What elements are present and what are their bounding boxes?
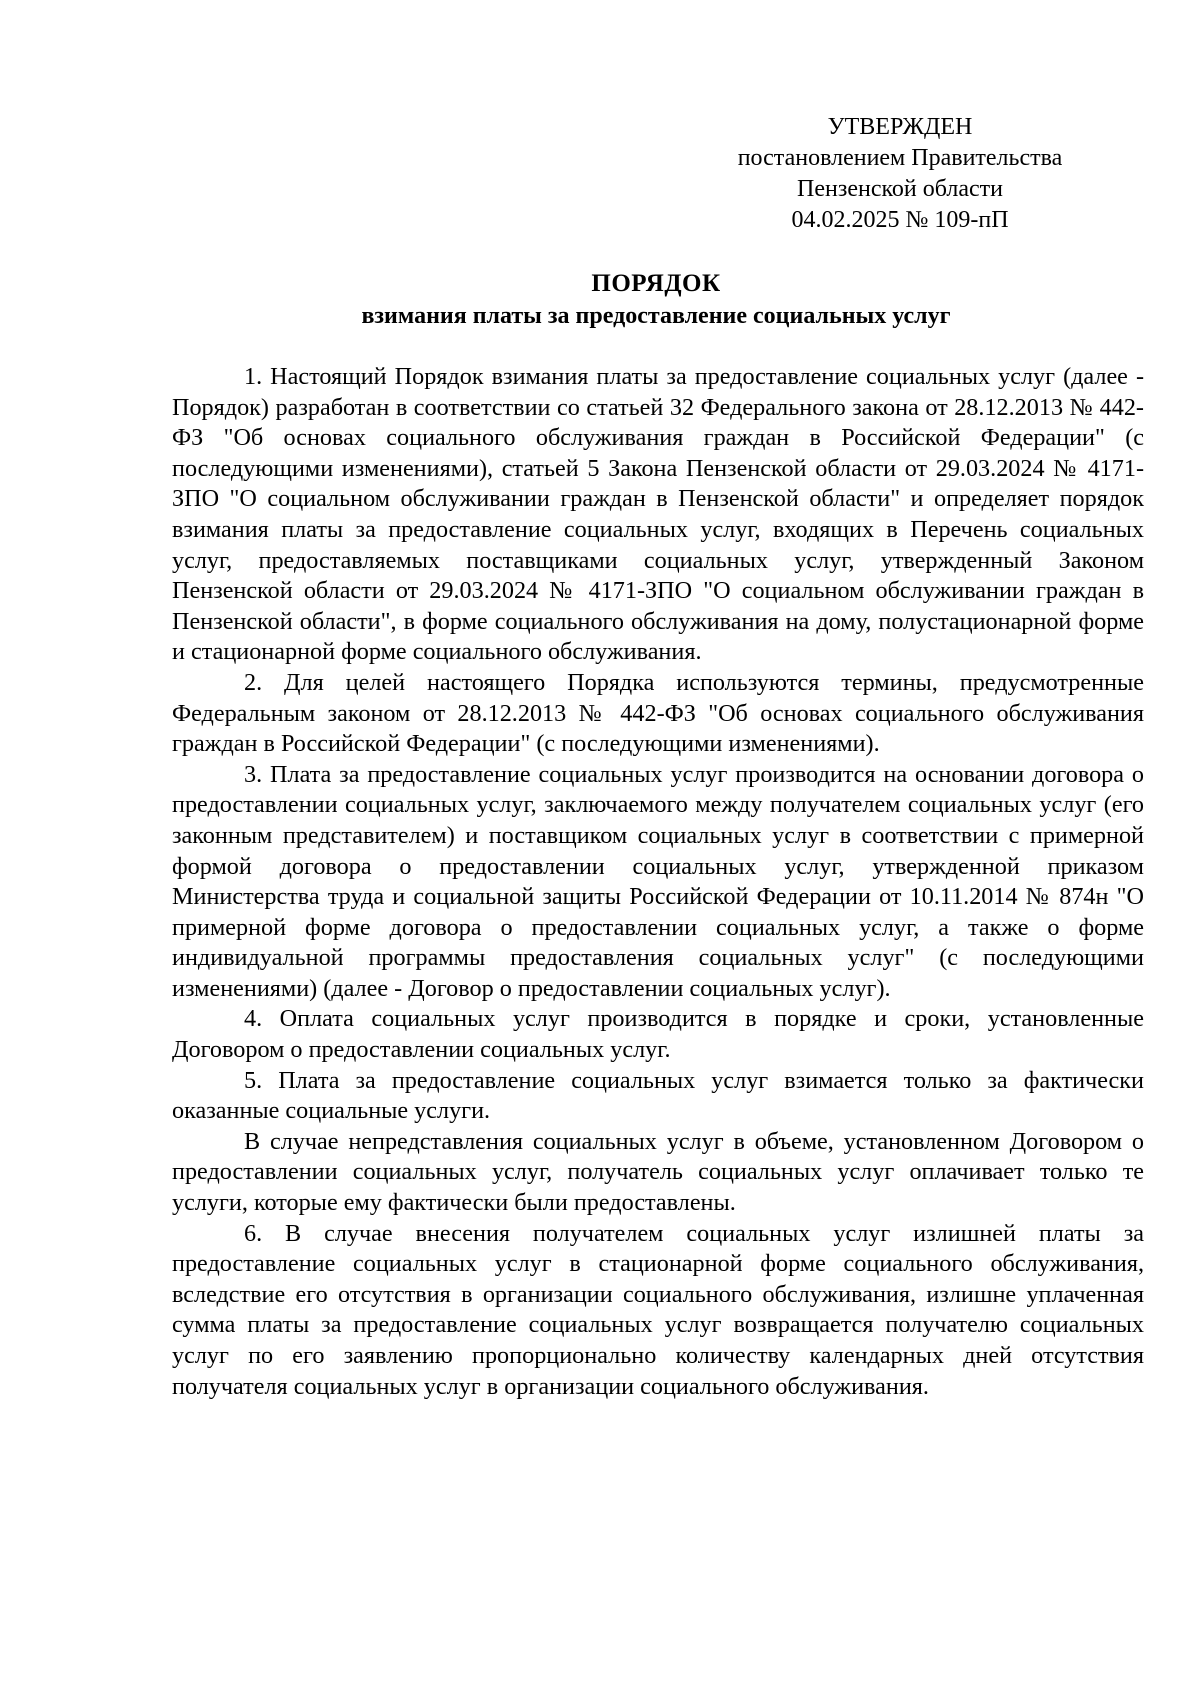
paragraph-4: 4. Оплата социальных услуг производится в порядке и сроки, установленные Договором о предоставлении социальных услуг. [172, 1005, 1144, 1064]
approval-region: Пензенской области [797, 176, 1003, 202]
approval-authority: постановлением Правительства [737, 145, 1063, 171]
approval-date-number: 04.02.2025 № 109-пП [791, 207, 1009, 233]
paragraph-2: 2. Для целей настоящего Порядка используются термины, предусмотренные Федеральным законом от 28.12.2013 № 442-ФЗ "Об основах социального обслуживания граждан в Российской Федерации" (с последующими изменениями). [172, 668, 1144, 758]
document-title: ПОРЯДОК [591, 270, 721, 297]
paragraph-6: 6. В случае внесения получателем социальных услуг излишней платы за предоставление социальных услуг в стационарной форме социального обслуживания, вследствие его отсутствия в организации социального обслуживания, излишне уплаченная сумма платы за предоставление социальных услуг возвращается получателю социальных услуг по его заявлению пропорционально количеству календарных дней отсутствия получателя социальных услуг в организации социального обслуживания. [172, 1219, 1144, 1400]
document-title-block [170, 268, 1142, 332]
document-body [172, 362, 1144, 1402]
approval-stamp-block [700, 112, 1100, 236]
approval-heading: УТВЕРЖДЕН [827, 114, 973, 140]
paragraph-1: 1. Настоящий Порядок взимания платы за предоставление социальных услуг (далее - Порядок) разработан в соответствии со статьей 32 Федерального закона от 28.12.2013 № 442-ФЗ "Об основах социального обслуживания граждан в Российской Федерации" (с последующими изменениями), статьей 5 Закона Пензенской области от 29.03.2024 № 4171-ЗПО "О социальном обслуживании граждан в Пензенской области" и определяет порядок взимания платы за предоставление социальных услуг, входящих в Перечень социальных услуг, предоставляемых поставщиками социальных услуг, утвержденный Законом Пензенской области от 29.03.2024 № 4171-ЗПО "О социальном обслуживании граждан в Пензенской области", в форме социального обслуживания на дому, полустационарной форме и стационарной форме социального обслуживания. [172, 363, 1144, 666]
paragraph-5: 5. Плата за предоставление социальных услуг взимается только за фактически оказанные социальные услуги. [172, 1066, 1144, 1125]
document-subtitle: взимания платы за предоставление социальных услуг [361, 303, 951, 329]
paragraph-3: 3. Плата за предоставление социальных услуг производится на основании договора о предоставлении социальных услуг, заключаемого между получателем социальных услуг (его законным представителем) и поставщиком социальных услуг в соответствии с примерной формой договора о предоставлении социальных услуг, утвержденной приказом Министерства труда и социальной защиты Российской Федерации от 10.11.2014 № 874н "О примерной форме договора о предоставлении социальных услуг, а также о форме индивидуальной программы предоставления социальных услуг" (с последующими изменениями) (далее - Договор о предоставлении социальных услуг). [172, 760, 1144, 1002]
paragraph-5-continued: В случае непредставления социальных услуг в объеме, установленном Договором о предоставлении социальных услуг, получатель социальных услуг оплачивает только те услуги, которые ему фактически были предоставлены. [172, 1127, 1144, 1217]
